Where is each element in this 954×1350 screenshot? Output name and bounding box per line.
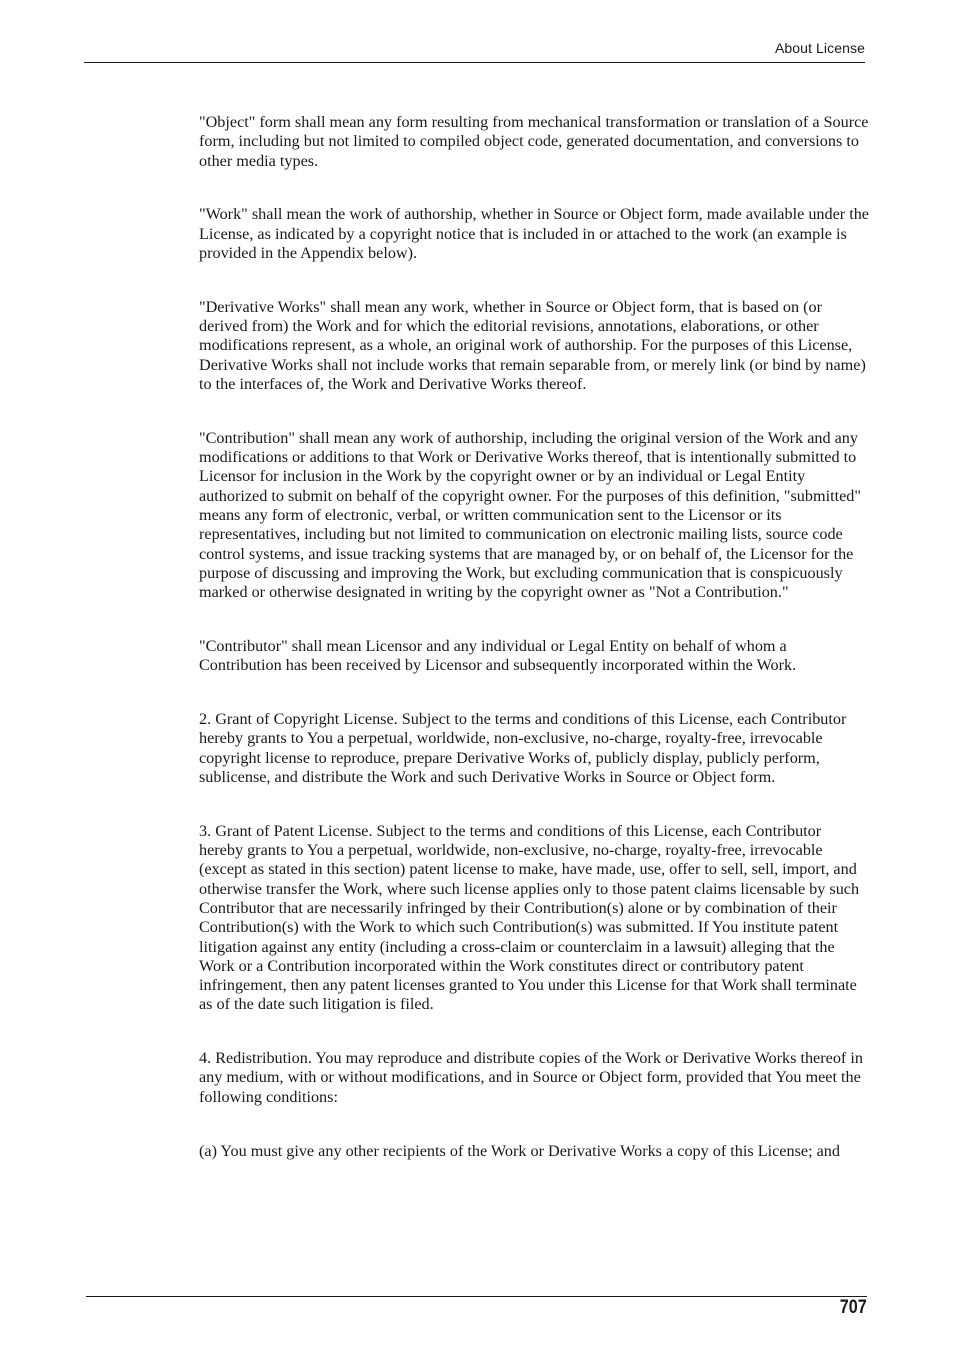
header-divider (84, 62, 865, 63)
paragraph-patent-grant: 3. Grant of Patent License. Subject to the terms and conditions of this License, each Contributor hereby grants to You a perpetual, worldwide, non-exclusive, no-charge, royalty-free, irrevocable (except as stated in this section) patent license to make, have made, use, offer to sell, sell, import, and otherwise transfer the Work, where such license applies only to those patent claims licensable by such Contributor that are necessarily infringed by their Contribution(s) alone or by combination of their Contribution(s) with the Work to which such Contribution(s) was submitted. If You institute patent litigation against any entity (including a cross-claim or counterclaim in a lawsuit) alleging that the Work or a Contribution incorporated within the Work constitutes direct or contributory patent infringement, then any patent licenses granted to You under this License for that Work shall terminate as of the date such litigation is filed. (199, 821, 860, 1014)
page-number: 707 (840, 1297, 867, 1318)
paragraph-contributor-definition: "Contributor" shall mean Licensor and any individual or Legal Entity on behalf of whom a Contribution has been received by Licensor and subsequently incorporated within the Work. (199, 636, 797, 675)
paragraph-derivative-works-definition: "Derivative Works" shall mean any work, whether in Source or Object form, that is based on (or derived from) the Work and for which the editorial revisions, annotations, elaborations, or other modifications represent, as a whole, an original work of authorship. For the purposes of this License, Derivative Works shall not include works that remain separable from, or merely link (or bind by name) to the interfaces of, the Work and Derivative Works thereof. (199, 297, 866, 393)
license-body (199, 113, 869, 1195)
paragraph-object-definition: "Object" form shall mean any form resulting from mechanical transformation or translation of a Source form, including but not limited to compiled object code, generated documentation, and conversions to other media types. (199, 113, 869, 170)
paragraph-redistribution: 4. Redistribution. You may reproduce and distribute copies of the Work or Derivative Works thereof in any medium, with or without modifications, and in Source or Object form, provided that You meet the following conditions: (199, 1049, 863, 1106)
paragraph-contribution-definition: "Contribution" shall mean any work of authorship, including the original version of the Work and any modifications or additions to that Work or Derivative Works thereof, that is intentionally submitted to Licensor for inclusion in the Work by the copyright owner or by an individual or Legal Entity authorized to submit on behalf of the copyright owner. For the purposes of this definition, "submitted" means any form of electronic, verbal, or written communication sent to the Licensor or its representatives, including but not limited to communication on electronic mailing lists, source code control systems, and issue tracking systems that are managed by, or on behalf of, the Licensor for the purpose of discussing and improving the Work, but excluding communication that is conspicuously marked or otherwise designated in writing by the copyright owner as "Not a Contribution." (199, 428, 861, 602)
paragraph-work-definition: "Work" shall mean the work of authorship, whether in Source or Object form, made available under the License, as indicated by a copyright notice that is included in or attached to the work (an example is provided in the Appendix below). (199, 205, 869, 262)
paragraph-copyright-grant: 2. Grant of Copyright License. Subject to the terms and conditions of this License, each Contributor hereby grants to You a perpetual, worldwide, non-exclusive, no-charge, royalty-free, irrevocable copyright license to reproduce, prepare Derivative Works of, publicly display, publicly perform, sublicense, and distribute the Work and such Derivative Works in Source or Object form. (199, 710, 847, 786)
footer-divider (86, 1296, 867, 1297)
paragraph-condition-a: (a) You must give any other recipients of the Work or Derivative Works a copy of this License; and (199, 1141, 840, 1160)
header-title: About License (774, 40, 865, 56)
